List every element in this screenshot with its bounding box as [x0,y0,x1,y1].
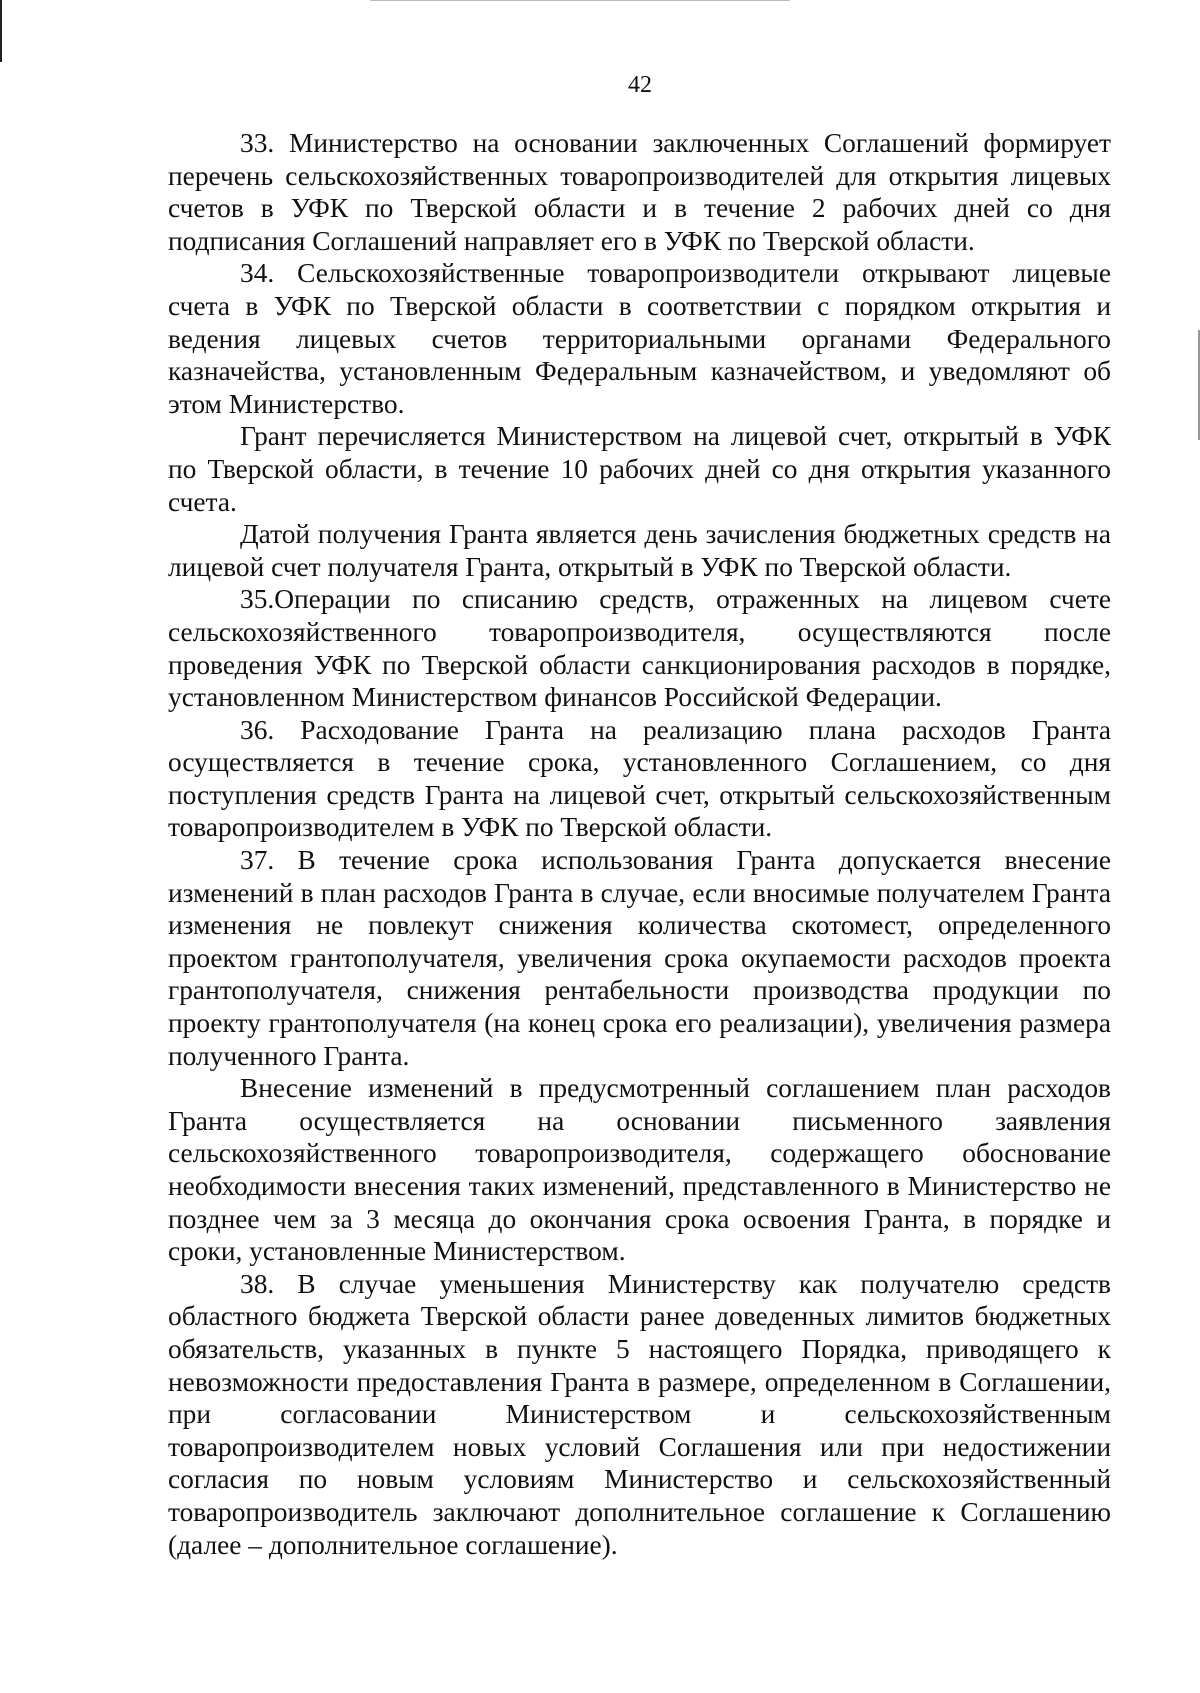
paragraph-35: 35.Операции по списанию средств, отраженных на лицевом счете сельскохозяйственного товаропроизводителя, осуществляются после проведения УФК по Тверской области санкционирования расходов в порядке, установленном Министерством финансов Российской Федерации. [168,584,1111,713]
scan-edge-left [0,0,2,62]
paragraph-37: 37. В течение срока использования Гранта допускается внесение изменений в план расходов Гранта в случае, если вносимые получателем Гранта изменения не повлекут снижения количества скотомест, определенного проектом грантополучателя, увеличения срока окупаемости расходов проекта грантополучателя, снижения рентабельности производства продукции по проекту грантополучателя (на конец срока его реализации), увеличения размера полученного Гранта. [168,845,1111,1071]
paragraph-33: 33. Министерство на основании заключенных Соглашений формирует перечень сельскохозяйственных товаропроизводителей для открытия лицевых счетов в УФК по Тверской области и в течение 2 рабочих дней со дня подписания Соглашений направляет его в УФК по Тверской области. [168,128,1111,256]
paragraph-36: 36. Расходование Гранта на реализацию плана расходов Гранта осуществляется в течение срока, установленного Соглашением, со дня поступления средств Гранта на лицевой счет, открытый сельскохозяйственным товаропроизводителем в УФК по Тверской области. [168,714,1111,843]
page-number: 42 [628,72,652,98]
paragraph-38: 38. В случае уменьшения Министерству как получателю средств областного бюджета Тверской области ранее доведенных лимитов бюджетных обязательств, указанных в пункте 5 настоящего Порядка, приводящего к невозможности предоставления Гранта в размере, определенном в Соглашении, при согласовании Министерством и сельскохозяйственным товаропроизводителем новых условий Соглашения или при недостижении согласия по новым условиям Министерство и сельскохозяйственный товаропроизводитель заключают дополнительное соглашение к Соглашению (далее – дополнительное соглашение). [168,1268,1111,1560]
body-text [168,127,1111,1561]
scan-edge-top [370,0,790,1]
paragraph-34: 34. Сельскохозяйственные товаропроизводители открывают лицевые счета в УФК по Тверской области в соответствии с порядком открытия и ведения лицевых счетов территориальными органами Федерального казначейства, установленным Федеральным казначейством, и уведомляют об этом Министерство. [168,258,1111,419]
paragraph-plan-changes: Внесение изменений в предусмотренный соглашением план расходов Гранта осуществляется на основании письменного заявления сельскохозяйственного товаропроизводителя, содержащего обоснование необходимости внесения таких изменений, представленного в Министерство не позднее чем за 3 месяца до окончания срока освоения Гранта, в порядке и сроки, установленные Министерством. [168,1073,1111,1267]
paragraph-grant-transfer: Грант перечисляется Министерством на лицевой счет, открытый в УФК по Тверской области, в течение 10 рабочих дней со дня открытия указанного счета. [168,421,1111,517]
paragraph-grant-date: Датой получения Гранта является день зачисления бюджетных средств на лицевой счет получателя Гранта, открытый в УФК по Тверской области. [168,519,1111,582]
